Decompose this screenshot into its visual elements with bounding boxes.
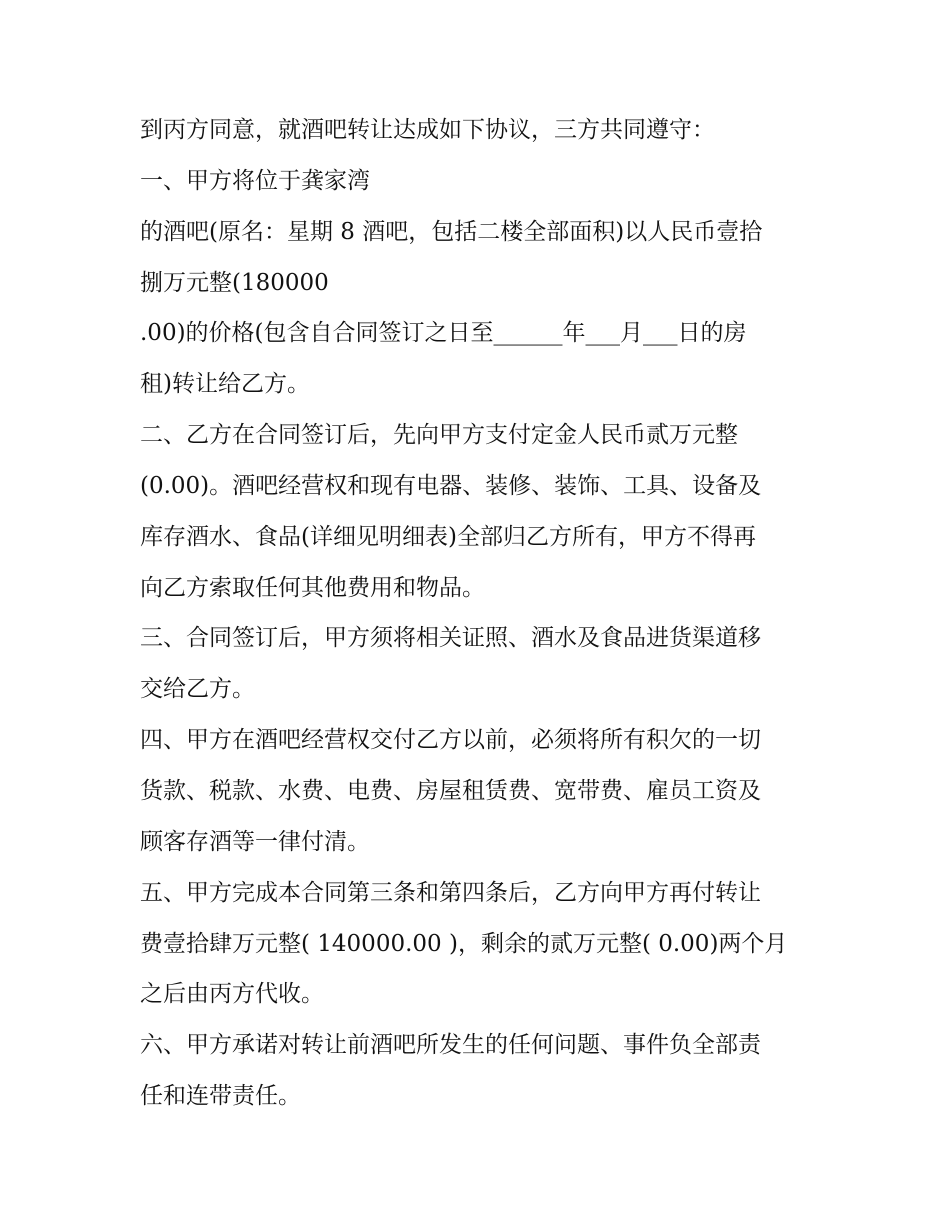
text-line: 之后由丙方代收。 [140,981,324,1008]
text-line: 四、甲方在酒吧经营权交付乙方以前，必须将所有积欠的一切 [140,727,761,754]
text-line: 向乙方索取任何其他费用和物品。 [140,574,485,601]
text-line: 六、甲方承诺对转让前酒吧所发生的任何问题、事件负全部责 [140,1032,761,1059]
text-line: 一、甲方将位于龚家湾 [140,167,370,194]
text-line: 交给乙方。 [140,676,255,703]
text-line: .00)的价格(包含自合同签订之日至______年___月___日的房 [140,320,747,347]
text-line: 捌万元整(180000 [140,269,329,296]
text-line: 费壹拾肆万元整( 140000.00 )，剩余的贰万元整( 0.00)两个月 [140,930,788,957]
contract-text [140,105,830,1122]
text-line: 顾客存酒等一律付清。 [140,828,370,855]
text-line: 二、乙方在合同签订后，先向甲方支付定金人民币贰万元整 [140,422,738,449]
text-line: 的酒吧(原名：星期 8 酒吧，包括二楼全部面积)以人民币壹拾 [140,218,763,245]
text-line: 租)转让给乙方。 [140,371,310,398]
text-line: 到丙方同意，就酒吧转让达成如下协议，三方共同遵守： [140,117,715,143]
text-line: 五、甲方完成本合同第三条和第四条后，乙方向甲方再付转让 [140,879,761,906]
text-line: (0.00)。酒吧经营权和现有电器、装修、装饰、工具、设备及 [140,472,762,499]
text-line: 三、合同签订后，甲方须将相关证照、酒水及食品进货渠道移 [140,625,761,652]
text-line: 任和连带责任。 [140,1083,301,1110]
text-line: 货款、税款、水费、电费、房屋租赁费、宽带费、雇员工资及 [140,777,761,804]
text-line: 库存酒水、食品(详细见明细表)全部归乙方所有，甲方不得再 [140,523,756,550]
